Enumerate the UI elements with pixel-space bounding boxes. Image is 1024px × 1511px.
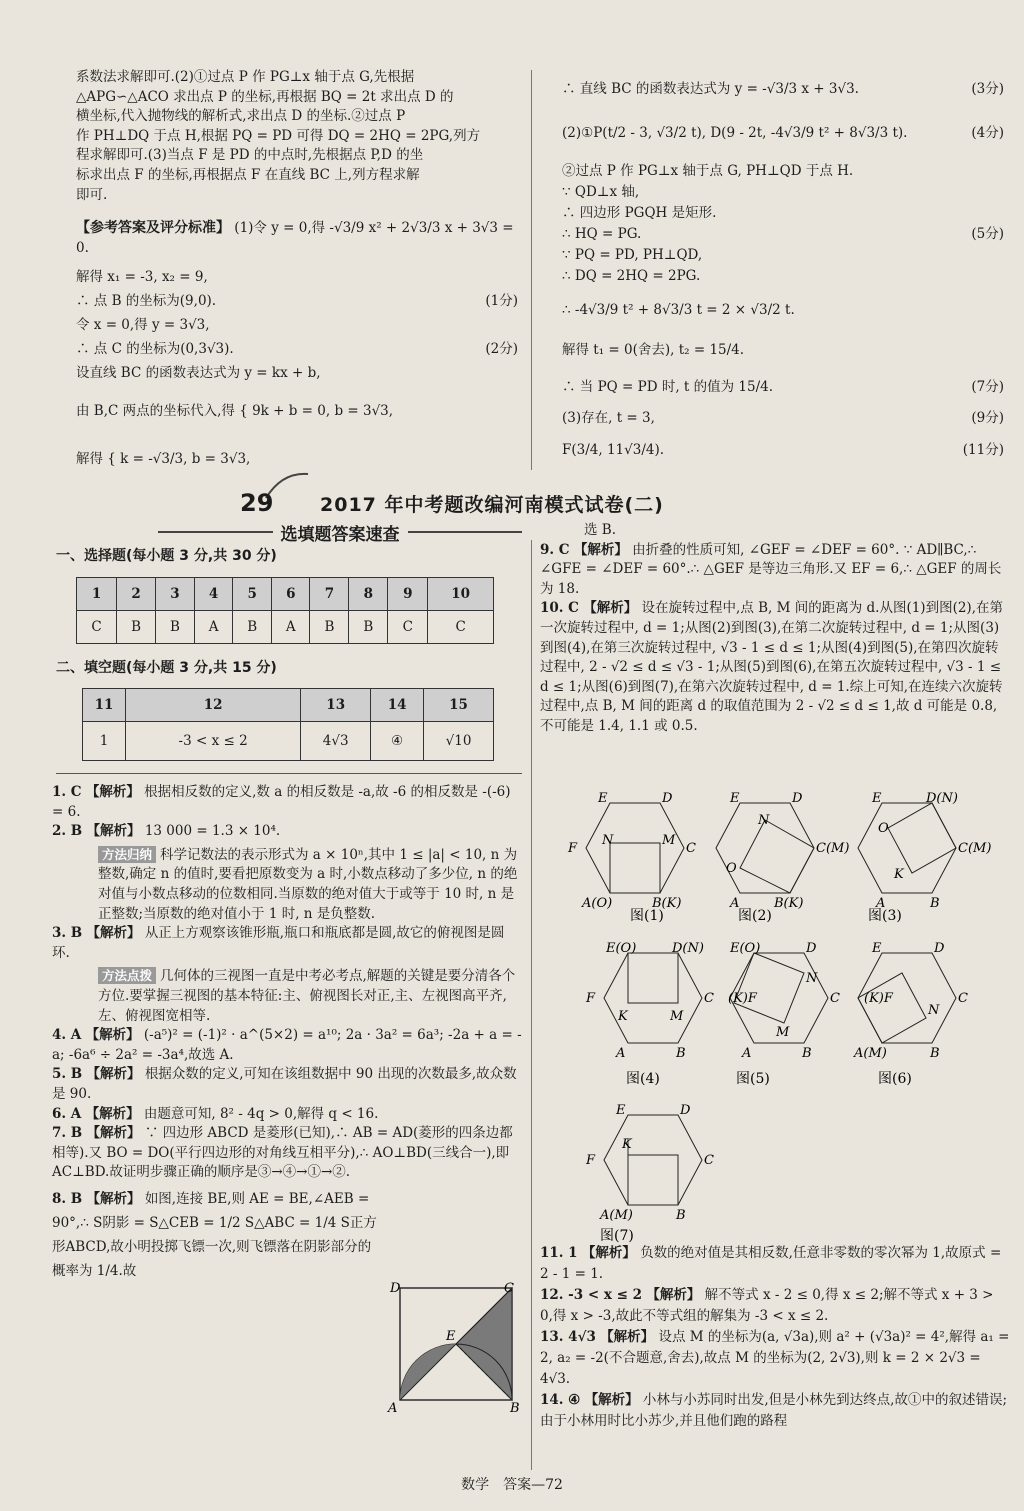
list-item: 11. 1 【解析】 负数的绝对值是其相反数,任意非零数的零次幂为 1,故原式 = 2 - 1 = 1. [540, 1245, 1002, 1282]
svg-text:A: A [876, 896, 886, 911]
method-tag: 方法点拨 [98, 967, 156, 984]
figure-label: E [446, 1329, 456, 1344]
figure-label: A [388, 1401, 398, 1416]
figure-1 [567, 791, 696, 911]
svg-text:D(N): D(N) [672, 941, 704, 956]
svg-text:C: C [686, 841, 696, 856]
right-bottom-column [540, 521, 1010, 737]
svg-text:E(O): E(O) [730, 941, 761, 956]
table-cell: 13 [301, 689, 371, 722]
solution-step: (3)存在, t = 3, (9分) [562, 410, 1004, 427]
solution-step: (2)①P(t/2 - 3, √3/2 t), D(9 - 2t, -4√3/9 t² + 8√3/3 t). (4分) [562, 125, 1004, 141]
figure-caption: 图(2) [738, 908, 772, 924]
list-item: 选 B. [584, 522, 617, 538]
table-cell: 10 [428, 578, 494, 611]
table-cell: C [428, 611, 494, 644]
left-bottom-column [52, 783, 522, 1283]
table-cell: 9 [388, 578, 428, 611]
table-cell: B [156, 611, 195, 644]
svg-text:B: B [930, 896, 940, 911]
table-cell: 4 [194, 578, 232, 611]
analysis-line: 标求出点 F 的坐标,再根据点 F 在直线 BC 上,列方程求解 [76, 166, 420, 183]
reference-answer-label: 【参考答案及评分标准】 [76, 220, 230, 237]
svg-text:E: E [616, 1103, 626, 1118]
list-item: 方法点拨 几何体的三视图一直是中考必考点,解题的关键是要分清各个方位.要掌握三视图的基本特征:主、俯视图长对正,主、左视图高平齐,左、俯视图宽相等. [98, 968, 516, 1024]
solution-step: ∴ 当 PQ = PD 时, t 的值为 15/4. (7分) [562, 379, 1004, 396]
list-item: 12. -3 < x ≤ 2 【解析】 解不等式 x - 2 ≤ 0,得 x ≤ 2;解不等式 x + 3 > 0,得 x > -3,故此不等式组的解集为 -3 < x ≤ 2. [540, 1287, 994, 1324]
analysis-line: 即可. [76, 186, 108, 203]
section-number: 29 [240, 489, 274, 517]
list-item: 1. C 【解析】 根据相反数的定义,数 a 的相反数是 -a,故 -6 的相反数是 -(-6) = 6. [52, 784, 511, 820]
svg-text:M: M [662, 833, 676, 848]
table-cell: 11 [83, 689, 126, 722]
figure-caption: 图(7) [600, 1228, 634, 1244]
svg-text:A(O): A(O) [582, 896, 613, 911]
table-cell: 12 [126, 689, 301, 722]
svg-text:C: C [704, 991, 714, 1006]
list-item: 5. B 【解析】 根据众数的定义,可知在该组数据中 90 出现的次数最多,故众数是 90. [52, 1066, 517, 1102]
svg-text:B(K): B(K) [652, 896, 682, 911]
table-cell: 14 [371, 689, 424, 722]
table-cell: 6 [272, 578, 310, 611]
table-cell: 8 [349, 578, 388, 611]
svg-text:F: F [568, 841, 578, 856]
svg-text:N: N [806, 971, 818, 986]
figure-3 [858, 791, 991, 911]
table-cell: √10 [424, 722, 494, 761]
svg-text:(K)F: (K)F [864, 991, 893, 1006]
svg-text:B: B [676, 1046, 686, 1061]
solution-step: 解得 { k = -√3/3, b = 3√3, [76, 450, 251, 467]
table-cell: 1 [77, 578, 117, 611]
solution-step: ∴ 点 C 的坐标为(0,3√3). (2分) [76, 341, 518, 358]
figure-label: C [504, 1281, 514, 1296]
analysis-line: △APG∽△ACO 求出点 P 的坐标,再根据 BQ = 2t 求出点 D 的 [76, 88, 454, 105]
solution-step: ∴ 点 B 的坐标为(9,0). (1分) [76, 293, 518, 310]
svg-text:K: K [618, 1009, 628, 1024]
figure-4 [585, 941, 714, 1061]
right-bottom-column-2 [540, 1243, 1010, 1432]
right-top-column [562, 80, 1004, 469]
solution-step: ∴ HQ = PG. (5分) [562, 226, 1004, 242]
table-cell: A [194, 611, 232, 644]
table-cell: 15 [424, 689, 494, 722]
solution-step: 解得 x₁ = -3, x₂ = 9, [76, 269, 208, 286]
table-cell: B [233, 611, 272, 644]
choice-section-label: 一、选择题(每小题 3 分,共 30 分) [56, 548, 277, 564]
list-item: 2. B 【解析】 13 000 = 1.3 × 10⁴. [52, 823, 281, 840]
table-cell: 3 [156, 578, 195, 611]
section-title [240, 487, 940, 519]
figure-caption: 图(1) [630, 908, 664, 924]
svg-text:N: N [758, 813, 770, 828]
analysis-line: 横坐标,代入抛物线的解析式,求出点 D 的坐标.②过点 P [76, 108, 406, 125]
table-cell: B [310, 611, 349, 644]
fill-answer-table [82, 688, 494, 761]
svg-text:F: F [586, 1153, 596, 1168]
solution-step: ∴ 直线 BC 的函数表达式为 y = -√3/3 x + 3√3. (3分) [562, 81, 1004, 97]
hexagon-rotation-figures [560, 786, 1010, 1246]
svg-text:K: K [894, 867, 904, 882]
fill-section-label: 二、填空题(每小题 3 分,共 15 分) [56, 660, 277, 676]
solution-step: 令 x = 0,得 y = 3√3, [76, 317, 210, 334]
table-cell: 5 [233, 578, 272, 611]
svg-text:C(M): C(M) [816, 841, 850, 856]
svg-text:E: E [872, 941, 882, 956]
list-item: 8. B 【解析】 如图,连接 BE,则 AE = BE,∠AEB = 90°,∴ S阴影 = S△CEB = 1/2 S△ABC = 1/4 S正方形ABCD,故小明投掷飞镖一次,则飞镖落在阴影部分的概率为 1/4.故 [52, 1190, 377, 1279]
svg-text:A(M): A(M) [600, 1208, 633, 1223]
solution-step: 由 B,C 两点的坐标代入,得 { 9k + b = 0, b = 3√3, [76, 402, 394, 419]
list-item: 3. B 【解析】 从正上方观察该锥形瓶,瓶口和瓶底都是圆,故它的俯视图是圆环. [52, 925, 505, 961]
svg-text:M: M [776, 1025, 790, 1040]
figure-2 [716, 791, 849, 911]
svg-text:O: O [726, 861, 737, 876]
list-item: 14. ④ 【解析】 小林与小苏同时出发,但是小林先到达终点,故①中的叙述错误;由于小林用时比小苏少,并且他们跑的路程 [540, 1392, 1008, 1429]
solution-step: ∴ 四边形 PGQH 是矩形. [562, 205, 717, 221]
solution-step: 设直线 BC 的函数表达式为 y = kx + b, [76, 365, 321, 382]
table-cell: 2 [117, 578, 156, 611]
square-shaded-figure [386, 1276, 522, 1416]
svg-text:E: E [730, 791, 740, 806]
table-cell: -3 < x ≤ 2 [126, 722, 301, 761]
svg-text:C: C [958, 991, 968, 1006]
left-top-column [76, 68, 518, 484]
column-divider [531, 540, 532, 1470]
svg-text:B: B [802, 1046, 812, 1061]
svg-text:D: D [680, 1103, 691, 1118]
list-item: 7. B 【解析】 ∵ 四边形 ABCD 是菱形(已知),∴ AB = AD(菱形的四条边都相等).又 BO = DO(平行四边形的对角线互相平分),∴ AO⊥BD(三线合一),即 AC⊥BD.故证明步骤正确的顺序是③→④→①→②. [52, 1125, 513, 1181]
figure-label: B [510, 1401, 520, 1416]
table-cell: B [117, 611, 156, 644]
svg-text:D: D [662, 791, 673, 806]
table-cell: 7 [310, 578, 349, 611]
method-tag: 方法归纳 [98, 846, 156, 863]
solution-step: ∴ -4√3/9 t² + 8√3/3 t = 2 × √3/2 t. [562, 302, 795, 319]
figure-6 [853, 941, 968, 1061]
svg-text:E(O): E(O) [606, 941, 637, 956]
svg-text:K: K [622, 1137, 632, 1152]
svg-text:C(M): C(M) [958, 841, 992, 856]
svg-text:D: D [934, 941, 945, 956]
svg-text:A(M): A(M) [854, 1046, 887, 1061]
list-item: 9. C 【解析】 由折叠的性质可知, ∠GEF = ∠DEF = 60°. ∵ AD∥BC,∴ ∠GFE = ∠DEF = 60°.∴ △GEF 是等边三角形.又 EF = 6,∴ △GEF 的周长为 18. [540, 541, 1002, 597]
table-cell: 4√3 [301, 722, 371, 761]
svg-text:D: D [792, 791, 803, 806]
svg-text:C: C [830, 991, 840, 1006]
horizontal-rule [56, 773, 522, 774]
figure-caption: 图(5) [736, 1071, 770, 1087]
list-item: 方法归纳 科学记数法的表示形式为 a × 10ⁿ,其中 1 ≤ |a| < 10, n 为整数,确定 n 的值时,要看把原数变为 a 时,小数点移动了多少位, n 的绝对值与小数点移动的位数相同.当原数的绝对值大于或等于 10 时, n 是正整数;当原数的绝对值小于 1 时, n 是负整数. [98, 846, 518, 922]
page-footer: 数学 答案—72 [461, 1477, 563, 1493]
solution-step: ∵ QD⊥x 轴, [562, 184, 640, 200]
list-item: 6. A 【解析】 由题意可知, 8² - 4q > 0,解得 q < 16. [52, 1105, 379, 1122]
svg-text:A: A [730, 896, 740, 911]
svg-text:A: A [742, 1046, 752, 1061]
choice-answer-table [76, 577, 494, 644]
table-cell: B [349, 611, 388, 644]
svg-text:E: E [872, 791, 882, 806]
solution-step: ∴ DQ = 2HQ = 2PG. [562, 268, 701, 284]
figure-label: D [390, 1281, 401, 1296]
svg-text:B: B [930, 1046, 940, 1061]
svg-text:N: N [602, 833, 614, 848]
figure-caption: 图(3) [868, 908, 902, 924]
table-cell: C [77, 611, 117, 644]
solution-step: 解得 t₁ = 0(舍去), t₂ = 15/4. [562, 342, 745, 359]
column-divider [531, 70, 532, 470]
figure-7 [585, 1103, 714, 1223]
table-cell: C [388, 611, 428, 644]
figure-caption: 图(4) [626, 1071, 660, 1087]
list-item: 13. 4√3 【解析】 设点 M 的坐标为(a, √3a),则 a² + (√3a)² = 4²,解得 a₁ = 2, a₂ = -2(不合题意,舍去),故点 M 的坐标为(2, 2√3),则 k = 2 × 2√3 = 4√3. [540, 1329, 1010, 1387]
quick-answer-title: 选填题答案速查 [150, 521, 530, 543]
solution-step: F(3/4, 11√3/4). (11分) [562, 442, 1004, 459]
svg-text:M: M [670, 1009, 684, 1024]
figure-5 [728, 941, 840, 1061]
svg-text:A: A [616, 1046, 626, 1061]
table-cell: 1 [83, 722, 126, 761]
analysis-line: 系数法求解即可.(2)①过点 P 作 PG⊥x 轴于点 G,先根据 [76, 69, 415, 85]
svg-text:C: C [704, 1153, 714, 1168]
section-title-text: 2017 年中考题改编河南模式试卷(二) [320, 493, 664, 516]
svg-text:N: N [928, 1003, 940, 1018]
svg-text:B(K): B(K) [774, 896, 804, 911]
list-item: 10. C 【解析】 设在旋转过程中,点 B, M 间的距离为 d.从图(1)到图(2),在第一次旋转过程中, d = 1;从图(2)到图(3),在第二次旋转过程中, d = 1;从图(3)到图(4),在第三次旋转过程中, √3 - 1 ≤ d ≤ 1;从图(4)到图(5),在第四次旋转过程中, 2 - √2 ≤ d ≤ √3 - 1;从图(5)到图(6),在第五次旋转过程中, √3 - 1 ≤ d ≤ 1;从图(6)到图(7),在第六次旋转过程中, d = 1.综上可知,在连续六次旋转过程中,点 B, M 间的距离 d 的取值范围为 2 - √2 ≤ d ≤ 1,故 d 可能是 0.8,不可能是 1.4, 1.1 或 0.5. [540, 600, 1003, 734]
analysis-line: 作 PH⊥DQ 于点 H,根据 PQ = PD 可得 DQ = 2HQ = 2PG,列方 [76, 127, 481, 144]
table-cell: A [272, 611, 310, 644]
svg-text:E: E [598, 791, 608, 806]
table-cell: ④ [371, 722, 424, 761]
figure-caption: 图(6) [878, 1071, 912, 1087]
svg-text:F: F [586, 991, 596, 1006]
svg-text:O: O [878, 821, 889, 836]
solution-step: ∵ PQ = PD, PH⊥QD, [562, 247, 703, 263]
svg-text:B: B [676, 1208, 686, 1223]
svg-text:D: D [806, 941, 817, 956]
svg-text:(K)F: (K)F [728, 991, 757, 1006]
solution-step: ②过点 P 作 PG⊥x 轴于点 G, PH⊥QD 于点 H. [562, 163, 854, 179]
list-item: 4. A 【解析】 (-a⁵)² = (-1)² · a^(5×2) = a¹⁰; 2a · 3a² = 6a³; -2a + a = -a; -6a⁶ ÷ 2a² = -3a⁴,故选 A. [52, 1027, 522, 1063]
reference-answer-text: (1)令 y = 0,得 -√3/9 x² + 2√3/3 x + 3√3 = 0. [76, 220, 514, 256]
analysis-line: 程求解即可.(3)当点 F 是 PD 的中点时,先根据点 P,D 的坐 [76, 147, 424, 164]
svg-text:D(N): D(N) [926, 791, 958, 806]
